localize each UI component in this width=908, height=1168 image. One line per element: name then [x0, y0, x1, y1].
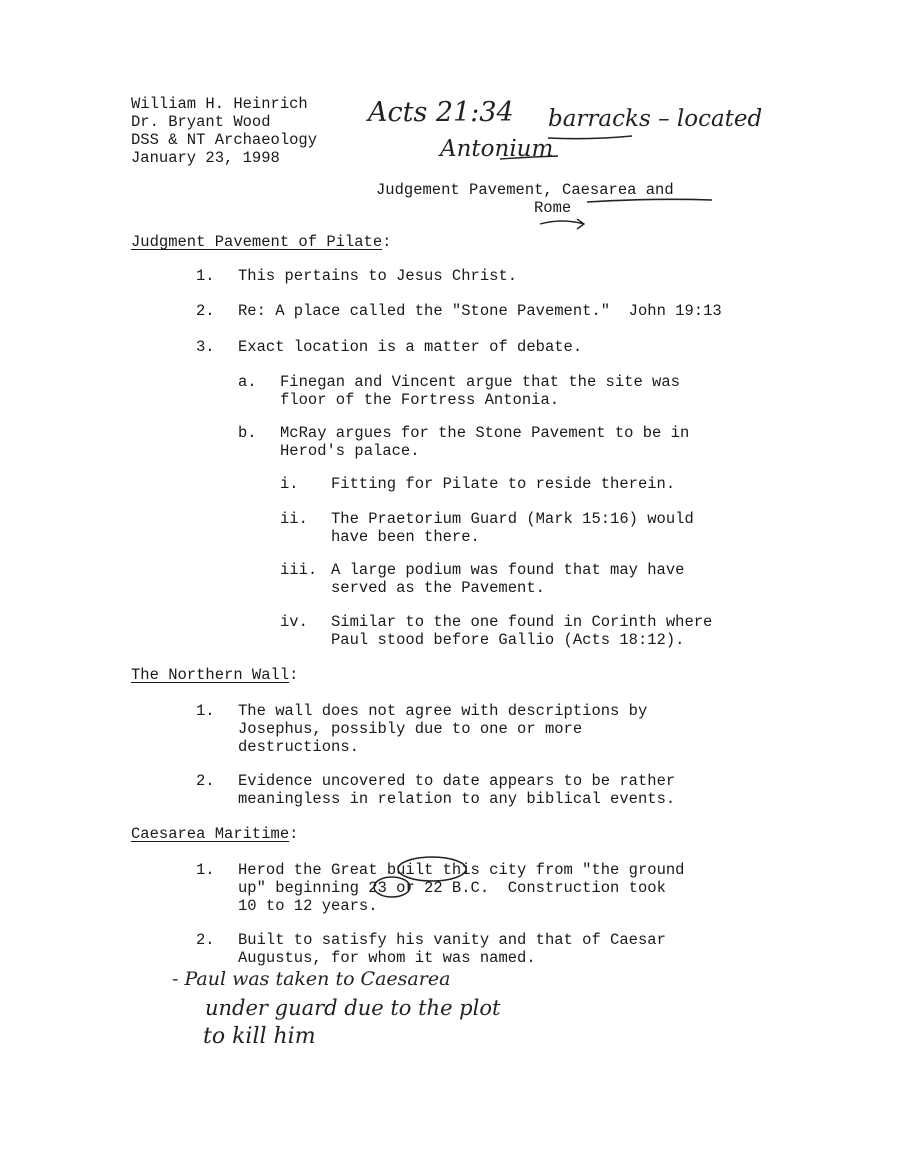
- list-number: 2.: [196, 931, 215, 949]
- document-title-line2: Rome: [534, 199, 572, 217]
- section-heading: Caesarea Maritime:: [131, 825, 299, 843]
- header-line: William H. Heinrich: [131, 95, 308, 113]
- list-item: Built to satisfy his vanity and that of Caesar Augustus, for whom it was named.: [238, 931, 666, 967]
- list-item: Similar to the one found in Corinth where Paul stood before Gallio (Acts 18:12).: [331, 613, 713, 649]
- header-line: DSS & NT Archaeology: [131, 131, 318, 149]
- list-item: This pertains to Jesus Christ.: [238, 267, 518, 285]
- list-item: The wall does not agree with descriptions by Josephus, possibly due to one or more destructions.: [238, 702, 648, 756]
- list-roman: i.: [280, 475, 299, 493]
- list-roman: ii.: [280, 510, 308, 528]
- handwritten-note-bottom-line2: under guard due to the plot: [205, 996, 501, 1020]
- list-roman: iii.: [280, 561, 318, 579]
- list-item: Exact location is a matter of debate.: [238, 338, 583, 356]
- list-number: 2.: [196, 772, 215, 790]
- document-title-line1: Judgement Pavement, Caesarea and: [376, 181, 674, 199]
- list-item: McRay argues for the Stone Pavement to be in Herod's palace.: [280, 424, 690, 460]
- handwritten-note-bottom-line3: to kill him: [203, 1024, 316, 1049]
- author-block: [131, 95, 317, 167]
- list-item: Herod the Great built this city from "the ground up" beginning 23 or 22 B.C. Construction took 10 to 12 years.: [238, 861, 685, 915]
- list-item: Evidence uncovered to date appears to be rather meaningless in relation to any biblical events.: [238, 772, 676, 808]
- list-roman: iv.: [280, 613, 308, 631]
- list-number: 3.: [196, 338, 215, 356]
- list-item: The Praetorium Guard (Mark 15:16) would have been there.: [331, 510, 694, 546]
- handwritten-note-barracks: barracks – located: [548, 106, 763, 132]
- list-number: 1.: [196, 267, 215, 285]
- section-heading: Judgment Pavement of Pilate:: [131, 233, 392, 251]
- header-line: January 23, 1998: [131, 149, 280, 167]
- list-number: 1.: [196, 861, 215, 879]
- list-letter: a.: [238, 373, 257, 391]
- header-line: Dr. Bryant Wood: [131, 113, 271, 131]
- section-heading: The Northern Wall:: [131, 666, 299, 684]
- list-letter: b.: [238, 424, 257, 442]
- list-item: Finegan and Vincent argue that the site was floor of the Fortress Antonia.: [280, 373, 680, 409]
- list-item: A large podium was found that may have served as the Pavement.: [331, 561, 685, 597]
- handwritten-note-acts: Acts 21:34: [368, 97, 514, 128]
- list-item: Re: A place called the "Stone Pavement." John 19:13: [238, 302, 722, 320]
- handwritten-note-antonium: Antonium: [440, 136, 554, 162]
- handwritten-note-bottom-line1: - Paul was taken to Caesarea: [172, 968, 451, 990]
- list-item: Fitting for Pilate to reside therein.: [331, 475, 676, 493]
- list-number: 1.: [196, 702, 215, 720]
- list-number: 2.: [196, 302, 215, 320]
